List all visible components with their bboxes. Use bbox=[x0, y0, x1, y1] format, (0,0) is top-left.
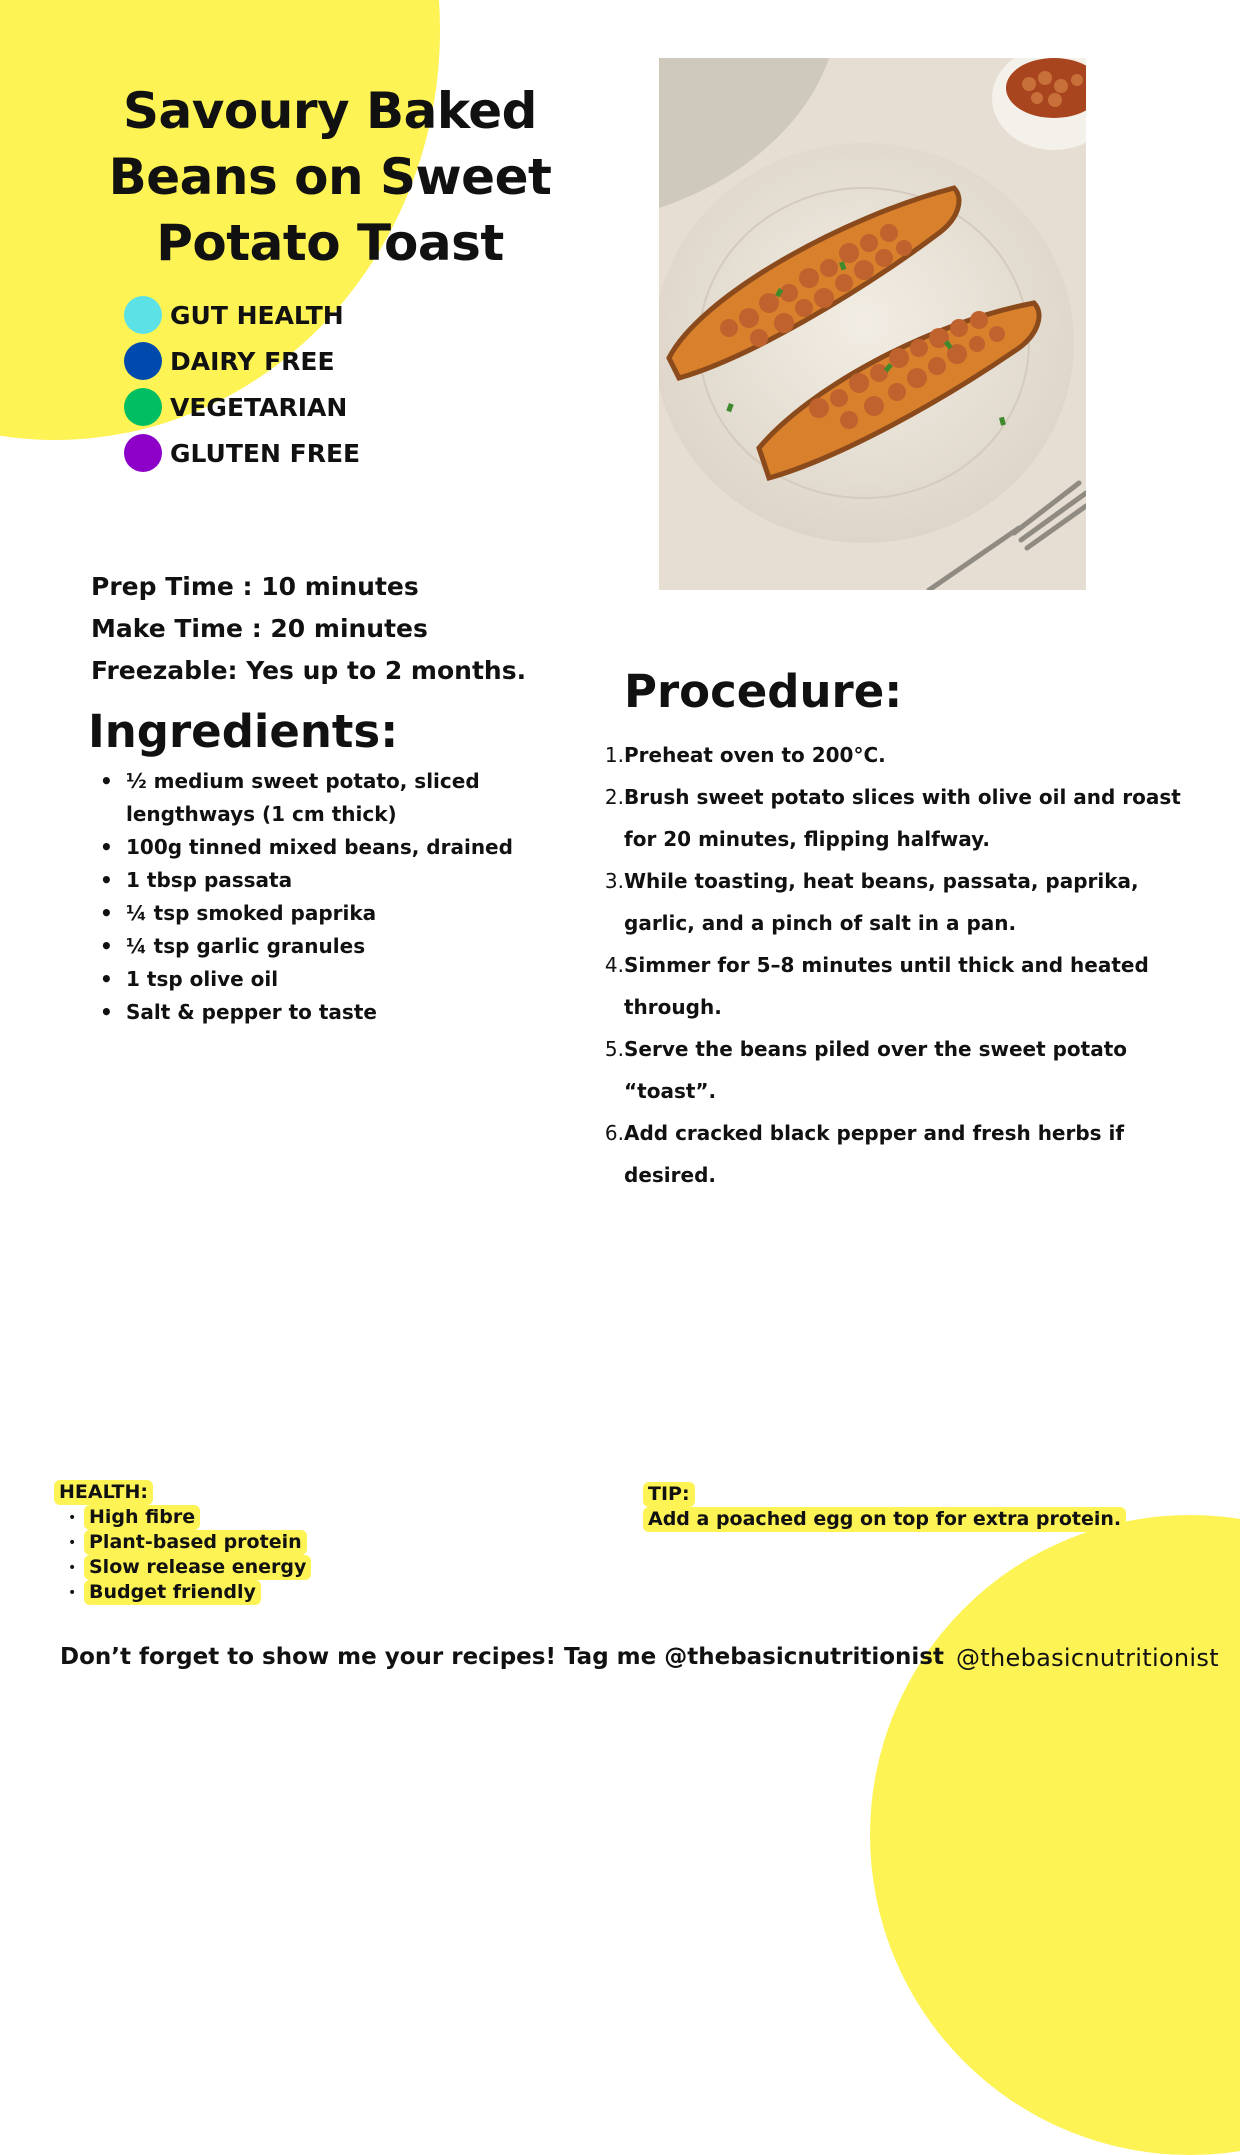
health-item: • Plant-based protein bbox=[68, 1530, 311, 1555]
recipe-title: Savoury Baked Beans on Sweet Potato Toast bbox=[108, 82, 552, 272]
tip-text: Add a poached egg on top for extra protein. bbox=[643, 1507, 1126, 1532]
tag-gut-health bbox=[124, 292, 360, 338]
tag-vegetarian bbox=[124, 384, 360, 430]
tip-heading: TIP: bbox=[643, 1482, 695, 1507]
health-item-label: Budget friendly bbox=[84, 1580, 261, 1605]
tag-dot bbox=[124, 342, 162, 380]
health-item-label: Slow release energy bbox=[84, 1555, 311, 1580]
step-number: 5. bbox=[604, 1037, 624, 1061]
step-text: Serve the beans piled over the sweet potato “toast”. bbox=[624, 1037, 1128, 1103]
tag-label: VEGETARIAN bbox=[170, 392, 348, 422]
step-text: Brush sweet potato slices with olive oil and roast for 20 minutes, flipping halfway. bbox=[624, 785, 1181, 851]
recipe-info bbox=[91, 566, 526, 692]
ingredient-item: • ¼ tsp smoked paprika bbox=[100, 897, 600, 930]
tag-dairy-free bbox=[124, 338, 360, 384]
ingredient-item: • ¼ tsp garlic granules bbox=[100, 930, 600, 963]
health-box bbox=[54, 1480, 311, 1605]
step-number: 1. bbox=[604, 743, 624, 767]
ingredient-item: • 1 tbsp passata bbox=[100, 864, 600, 897]
tip-box bbox=[643, 1482, 1126, 1532]
step-text: Simmer for 5–8 minutes until thick and heated through. bbox=[624, 953, 1149, 1019]
health-item: • High fibre bbox=[68, 1505, 311, 1530]
procedure-step bbox=[592, 860, 1202, 944]
ingredient-item: • 100g tinned mixed beans, drained bbox=[100, 831, 600, 864]
step-text: Preheat oven to 200°C. bbox=[624, 743, 886, 767]
step-number: 6. bbox=[604, 1121, 624, 1145]
health-item: • Budget friendly bbox=[68, 1580, 311, 1605]
ingredients-list bbox=[100, 765, 600, 1029]
decorative-yellow-circle-bottom bbox=[870, 1515, 1240, 2155]
tag-label: GLUTEN FREE bbox=[170, 438, 361, 468]
make-time: Make Time : 20 minutes bbox=[91, 614, 428, 643]
health-list bbox=[54, 1505, 311, 1605]
health-item-label: Plant-based protein bbox=[84, 1530, 307, 1555]
procedure-step bbox=[592, 776, 1202, 860]
ingredient-item: • Salt & pepper to taste bbox=[100, 996, 600, 1029]
freezable: Freezable: Yes up to 2 months. bbox=[91, 656, 527, 685]
ingredient-item: • ½ medium sweet potato, sliced lengthways (1 cm thick) bbox=[100, 765, 600, 831]
tag-label: GUT HEALTH bbox=[170, 300, 344, 330]
food-illustration bbox=[659, 58, 1086, 590]
health-item-label: High fibre bbox=[84, 1505, 200, 1530]
tag-gluten-free bbox=[124, 430, 360, 476]
social-handle: @thebasicnutritionist bbox=[956, 1644, 1219, 1672]
procedure-step bbox=[592, 1112, 1202, 1196]
health-item: • Slow release energy bbox=[68, 1555, 311, 1580]
step-text: Add cracked black pepper and fresh herbs if desired. bbox=[624, 1121, 1125, 1187]
tag-dot bbox=[124, 434, 162, 472]
recipe-photo bbox=[659, 58, 1086, 590]
step-number: 2. bbox=[604, 785, 624, 809]
tag-dot bbox=[124, 388, 162, 426]
step-number: 4. bbox=[604, 953, 624, 977]
step-text: While toasting, heat beans, passata, paprika, garlic, and a pinch of salt in a pan. bbox=[624, 869, 1139, 935]
step-number: 3. bbox=[604, 869, 624, 893]
tag-dot bbox=[124, 296, 162, 334]
tag-label: DAIRY FREE bbox=[170, 346, 335, 376]
procedure-heading: Procedure: bbox=[624, 665, 903, 718]
procedure-step bbox=[592, 1028, 1202, 1112]
diet-tags bbox=[124, 292, 360, 476]
ingredients-heading: Ingredients: bbox=[88, 705, 399, 758]
procedure-list bbox=[592, 734, 1202, 1196]
procedure-step bbox=[592, 734, 1202, 776]
ingredient-item: • 1 tsp olive oil bbox=[100, 963, 600, 996]
procedure-step bbox=[592, 944, 1202, 1028]
health-heading: HEALTH: bbox=[54, 1480, 153, 1505]
prep-time: Prep Time : 10 minutes bbox=[91, 572, 419, 601]
footer-callout: Don’t forget to show me your recipes! Tag me @thebasicnutritionist bbox=[60, 1644, 944, 1670]
